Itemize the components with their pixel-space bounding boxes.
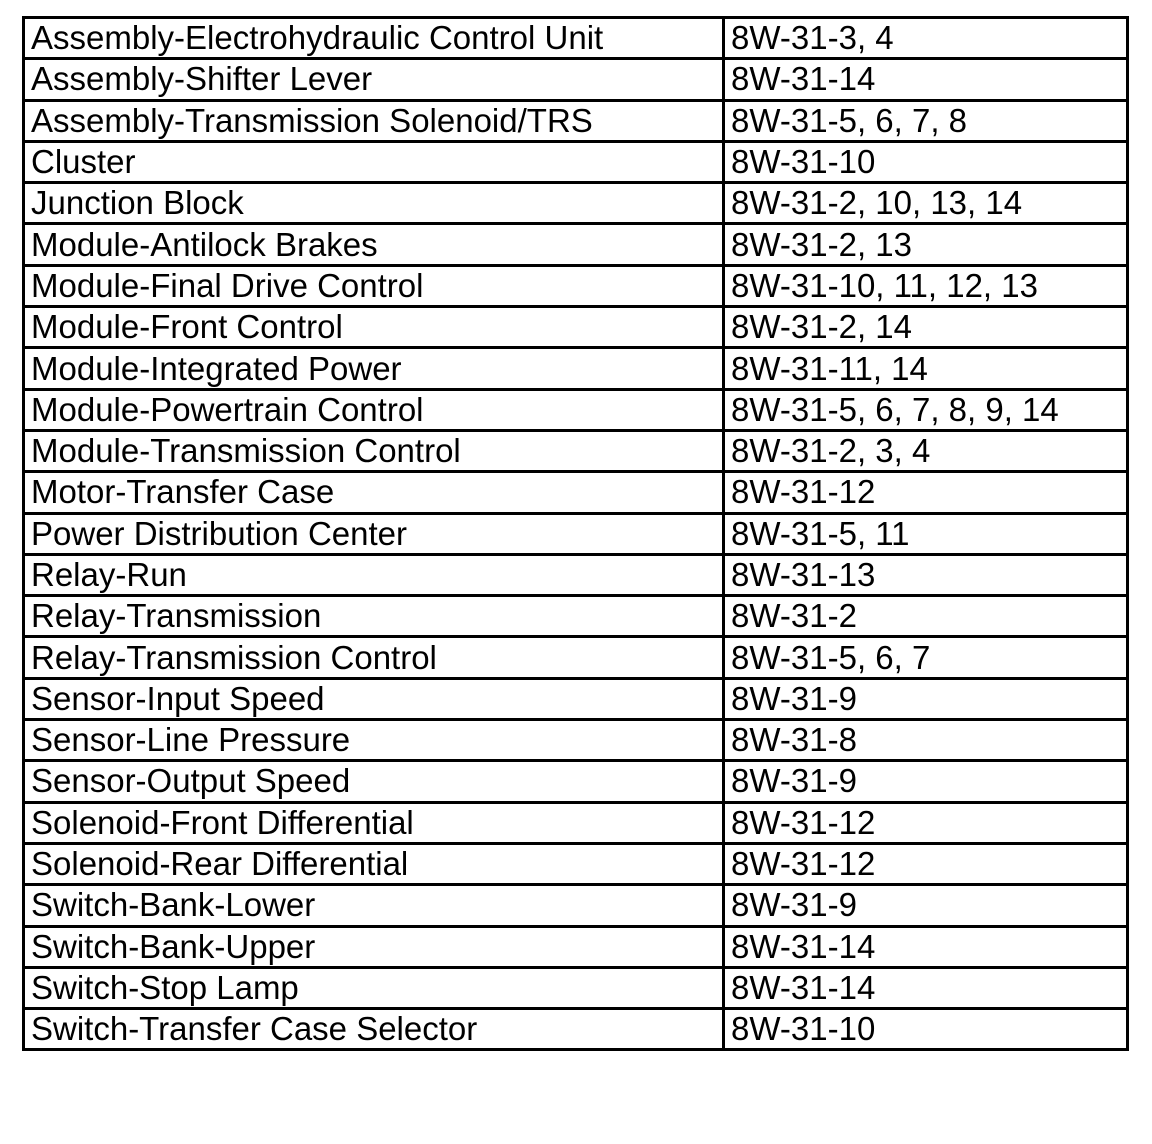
component-cell: Switch-Bank-Upper: [24, 926, 724, 967]
pages-cell: 8W-31-14: [724, 59, 1128, 100]
pages-cell: 8W-31-12: [724, 802, 1128, 843]
pages-cell: 8W-31-5, 6, 7, 8: [724, 100, 1128, 141]
pages-cell: 8W-31-5, 11: [724, 513, 1128, 554]
table-row: [24, 761, 1128, 802]
component-cell: Junction Block: [24, 183, 724, 224]
component-cell: Relay-Transmission: [24, 596, 724, 637]
pages-cell: 8W-31-2, 10, 13, 14: [724, 183, 1128, 224]
table-row: [24, 967, 1128, 1008]
component-cell: Switch-Bank-Lower: [24, 885, 724, 926]
table-row: [24, 265, 1128, 306]
component-cell: Module-Antilock Brakes: [24, 224, 724, 265]
table-row: [24, 18, 1128, 59]
pages-cell: 8W-31-9: [724, 885, 1128, 926]
pages-cell: 8W-31-9: [724, 678, 1128, 719]
component-cell: Assembly-Electrohydraulic Control Unit: [24, 18, 724, 59]
pages-cell: 8W-31-14: [724, 967, 1128, 1008]
component-cell: Module-Integrated Power: [24, 348, 724, 389]
table-row: [24, 513, 1128, 554]
table-row: [24, 389, 1128, 430]
component-cell: Switch-Stop Lamp: [24, 967, 724, 1008]
component-cell: Sensor-Input Speed: [24, 678, 724, 719]
pages-cell: 8W-31-9: [724, 761, 1128, 802]
component-index-table: [22, 16, 1129, 1051]
component-cell: Cluster: [24, 141, 724, 182]
pages-cell: 8W-31-10: [724, 141, 1128, 182]
table-row: [24, 802, 1128, 843]
pages-cell: 8W-31-10, 11, 12, 13: [724, 265, 1128, 306]
table-row: [24, 472, 1128, 513]
component-cell: Solenoid-Rear Differential: [24, 843, 724, 884]
pages-cell: 8W-31-5, 6, 7, 8, 9, 14: [724, 389, 1128, 430]
component-cell: Solenoid-Front Differential: [24, 802, 724, 843]
pages-cell: 8W-31-10: [724, 1009, 1128, 1050]
component-cell: Module-Transmission Control: [24, 430, 724, 471]
table-row: [24, 430, 1128, 471]
table-row: [24, 307, 1128, 348]
table-row: [24, 885, 1128, 926]
table-row: [24, 100, 1128, 141]
table-row: [24, 183, 1128, 224]
table-row: [24, 720, 1128, 761]
pages-cell: 8W-31-11, 14: [724, 348, 1128, 389]
component-cell: Relay-Run: [24, 554, 724, 595]
component-cell: Motor-Transfer Case: [24, 472, 724, 513]
table-row: [24, 141, 1128, 182]
pages-cell: 8W-31-8: [724, 720, 1128, 761]
table-row: [24, 843, 1128, 884]
table-row: [24, 637, 1128, 678]
component-cell: Relay-Transmission Control: [24, 637, 724, 678]
pages-cell: 8W-31-12: [724, 472, 1128, 513]
table-row: [24, 596, 1128, 637]
pages-cell: 8W-31-5, 6, 7: [724, 637, 1128, 678]
table-row: [24, 1009, 1128, 1050]
pages-cell: 8W-31-2, 13: [724, 224, 1128, 265]
component-cell: Module-Front Control: [24, 307, 724, 348]
pages-cell: 8W-31-3, 4: [724, 18, 1128, 59]
table-row: [24, 348, 1128, 389]
pages-cell: 8W-31-2, 3, 4: [724, 430, 1128, 471]
table-row: [24, 554, 1128, 595]
component-cell: Assembly-Transmission Solenoid/TRS: [24, 100, 724, 141]
component-cell: Sensor-Line Pressure: [24, 720, 724, 761]
component-cell: Module-Powertrain Control: [24, 389, 724, 430]
pages-cell: 8W-31-2, 14: [724, 307, 1128, 348]
component-cell: Power Distribution Center: [24, 513, 724, 554]
pages-cell: 8W-31-14: [724, 926, 1128, 967]
component-cell: Assembly-Shifter Lever: [24, 59, 724, 100]
pages-cell: 8W-31-2: [724, 596, 1128, 637]
table-row: [24, 59, 1128, 100]
pages-cell: 8W-31-13: [724, 554, 1128, 595]
component-cell: Switch-Transfer Case Selector: [24, 1009, 724, 1050]
table-row: [24, 678, 1128, 719]
component-cell: Module-Final Drive Control: [24, 265, 724, 306]
table-row: [24, 224, 1128, 265]
pages-cell: 8W-31-12: [724, 843, 1128, 884]
component-cell: Sensor-Output Speed: [24, 761, 724, 802]
table-row: [24, 926, 1128, 967]
